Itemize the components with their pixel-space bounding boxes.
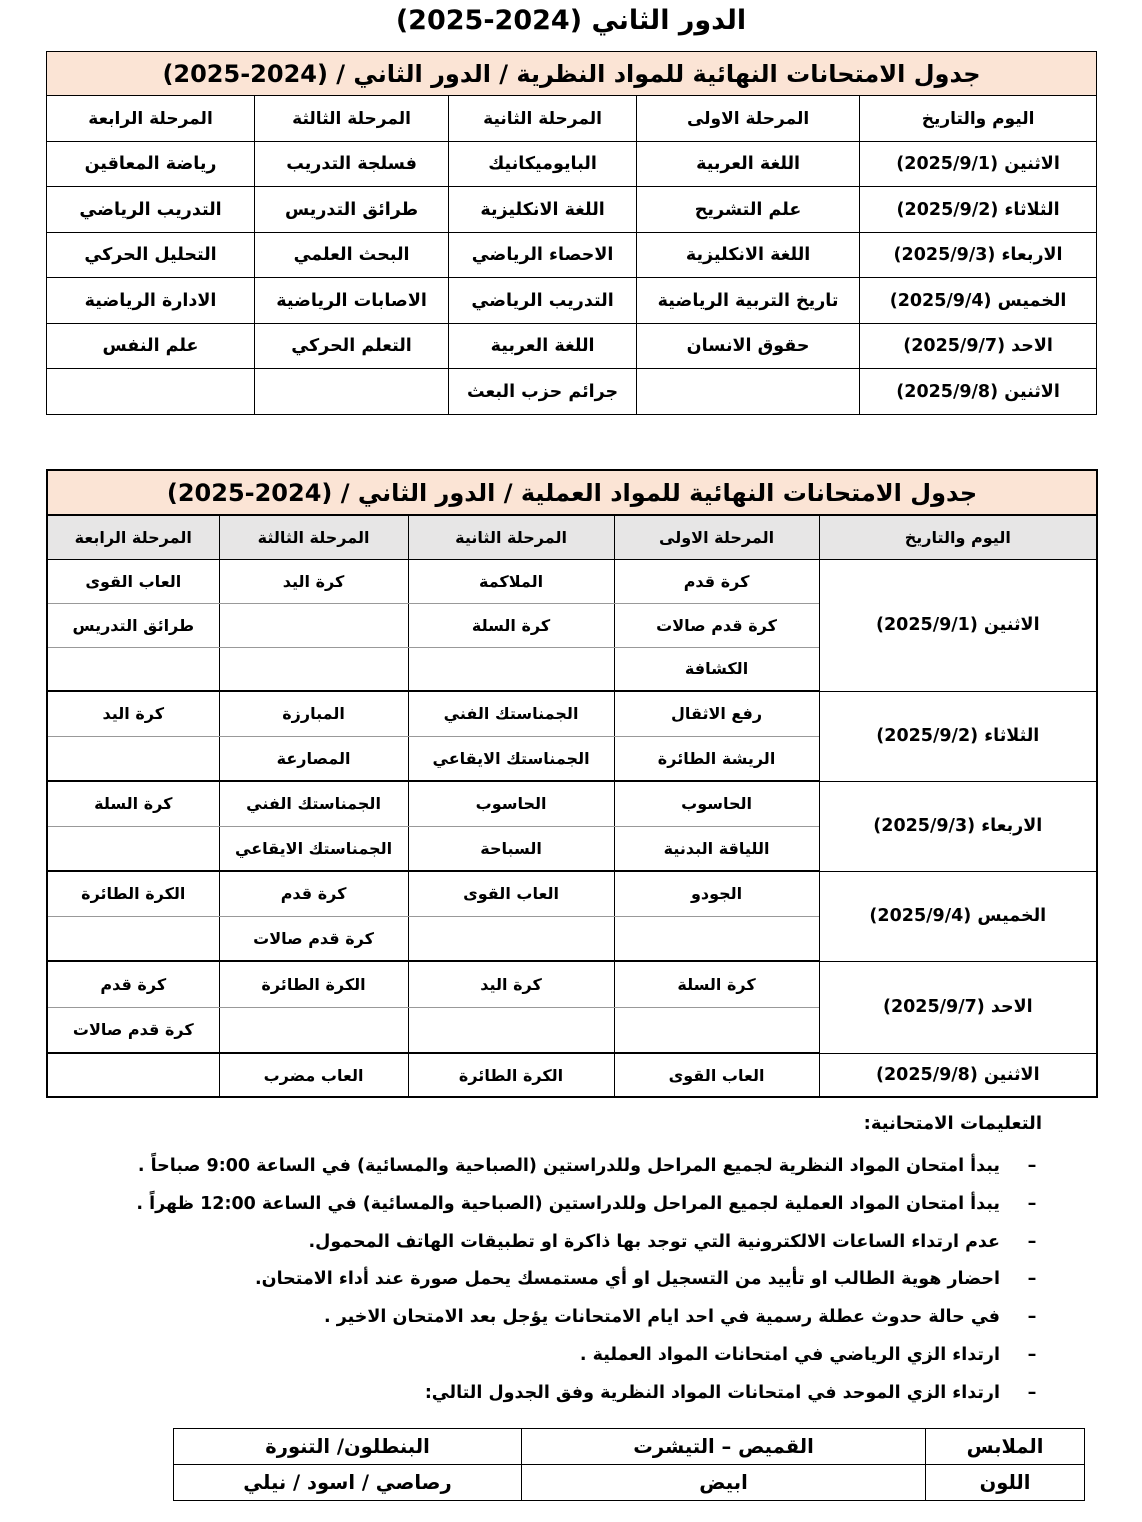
day-date: الاثنين (2025/9/8) [860,369,1097,415]
dress-cell: البنطلون/ التنورة [174,1429,522,1465]
day-date: الاثنين (2025/9/8) [819,1053,1097,1097]
instruction-text: يبدأ امتحان المواد العملية لجميع المراحل وللدراستين (الصباحية والمسائية) في الساعة 12:00 ظهراً . [136,1193,1000,1214]
list-item [42,1299,1042,1337]
subject-cell: اللغة الانكليزية [637,233,860,278]
subject-cell [47,916,219,961]
subject-cell: كرة قدم [47,961,219,1007]
subject-cell: الحاسوب [614,781,819,826]
day-date: الخميس (2025/9/4) [860,278,1097,324]
day-date: الثلاثاء (2025/9/2) [860,187,1097,233]
subject-cell [637,369,860,415]
subject-cell: رفع الاثقال [614,691,819,736]
subject-cell: الجمناستك الفني [408,691,614,736]
subject-cell: كرة اليد [47,691,219,736]
subject-cell: الجمناستك الفني [219,781,408,826]
col-header-day: اليوم والتاريخ [819,515,1097,559]
day-date: الاحد (2025/9/7) [860,324,1097,369]
subject-cell: الكرة الطائرة [219,961,408,1007]
subject-cell: طرائق التدريس [255,187,449,233]
day-date: الاربعاء (2025/9/3) [860,233,1097,278]
subject-cell: طرائق التدريس [47,603,219,647]
instruction-text: ارتداء الزي الرياضي في امتحانات المواد العملية . [579,1344,1000,1365]
subject-cell: التعلم الحركي [255,324,449,369]
col-header-stage-3: المرحلة الثالثة [255,96,449,142]
col-header-stage-2: المرحلة الثانية [449,96,637,142]
day-date: الاربعاء (2025/9/3) [819,781,1097,871]
subject-cell: البحث العلمي [255,233,449,278]
col-header-day: اليوم والتاريخ [860,96,1097,142]
subject-cell: المصارعة [219,736,408,781]
subject-cell: التدريب الرياضي [47,187,255,233]
subject-cell: الحاسوب [408,781,614,826]
subject-cell: الادارة الرياضية [47,278,255,324]
list-item [42,1337,1042,1375]
subject-cell: الاحصاء الرياضي [449,233,637,278]
subject-cell: علم التشريح [637,187,860,233]
subject-cell: التدريب الرياضي [449,278,637,324]
col-header-stage-2: المرحلة الثانية [408,515,614,559]
list-item [42,1375,1042,1413]
subject-cell: التحليل الحركي [47,233,255,278]
day-date: الاثنين (2025/9/1) [819,559,1097,691]
day-date: الاحد (2025/9/7) [819,961,1097,1053]
subject-cell: المبارزة [219,691,408,736]
subject-cell: كرة قدم صالات [614,603,819,647]
table-row [47,142,1097,187]
subject-cell [47,736,219,781]
col-header-stage-3: المرحلة الثالثة [219,515,408,559]
list-item [42,1148,1042,1186]
bullet-dash: – [1027,1193,1037,1214]
subject-cell: اللغة العربية [449,324,637,369]
subject-cell [47,826,219,871]
subject-cell: كرة قدم صالات [219,916,408,961]
col-header-stage-1: المرحلة الاولى [614,515,819,559]
subject-cell: فسلجة التدريب [255,142,449,187]
subject-cell: كرة السلة [614,961,819,1007]
table-row [47,233,1097,278]
bullet-dash: – [1027,1382,1037,1403]
subject-cell: جرائم حزب البعث [449,369,637,415]
subject-cell: تاريخ التربية الرياضية [637,278,860,324]
subject-cell: البايوميكانيك [449,142,637,187]
day-date: الاثنين (2025/9/1) [860,142,1097,187]
subject-cell [47,369,255,415]
instruction-text: في حالة حدوث عطلة رسمية في احد ايام الامتحانات يؤجل بعد الامتحان الاخير . [324,1307,1000,1328]
subject-cell: كرة اليد [219,559,408,603]
table-row [47,278,1097,324]
table-row [47,187,1097,233]
subject-cell: اللغة الانكليزية [449,187,637,233]
dress-cell: رصاصي / اسود / نيلي [174,1465,522,1501]
subject-cell [219,647,408,691]
subject-cell: كرة السلة [47,781,219,826]
table-row [47,871,1097,916]
subject-cell: حقوق الانسان [637,324,860,369]
instruction-text: احضار هوية الطالب او تأييد من التسجيل او أي مستمسك يحمل صورة عند أداء الامتحان. [255,1269,1000,1290]
subject-cell [614,916,819,961]
list-item [42,1186,1042,1224]
instruction-text: يبدأ امتحان المواد النظرية لجميع المراحل وللدراستين (الصباحية والمسائية) في الساعة 9:00 صباحاً . [137,1156,1000,1176]
subject-cell: اللغة العربية [637,142,860,187]
subject-cell: العاب مضرب [219,1053,408,1097]
subject-cell: الكشافة [614,647,819,691]
dress-code-table [173,1428,1085,1501]
subject-cell: كرة قدم صالات [47,1007,219,1053]
instructions-title: التعليمات الامتحانية: [863,1113,1042,1134]
bullet-dash: – [1027,1231,1037,1252]
subject-cell: الجودو [614,871,819,916]
page-title: الدور الثاني (2024-2025) [395,5,747,36]
subject-cell [255,369,449,415]
bullet-dash: – [1027,1156,1037,1176]
bullet-dash: – [1027,1307,1037,1328]
table-row [47,691,1097,736]
subject-cell [47,647,219,691]
bullet-dash: – [1027,1344,1037,1365]
subject-cell: الكرة الطائرة [408,1053,614,1097]
instructions-list [42,1148,1042,1413]
dress-cell: ابيض [522,1465,926,1501]
subject-cell: الجمناستك الايقاعي [408,736,614,781]
day-date: الثلاثاء (2025/9/2) [819,691,1097,781]
subject-cell: الكرة الطائرة [47,871,219,916]
list-item [42,1261,1042,1299]
dress-label-cell: اللون [926,1465,1085,1501]
table-row [174,1429,1085,1465]
theory-exam-table [46,51,1097,415]
subject-cell: الجمناستك الايقاعي [219,826,408,871]
subject-cell: العاب القوى [408,871,614,916]
table-row [47,559,1097,603]
subject-cell: علم النفس [47,324,255,369]
subject-cell [408,1007,614,1053]
practical-table-caption: جدول الامتحانات النهائية للمواد العملية / الدور الثاني / (2024-2025) [47,470,1097,515]
subject-cell: العاب القوى [47,559,219,603]
table-row [47,961,1097,1007]
instruction-text: ارتداء الزي الموحد في امتحانات المواد النظرية وفق الجدول التالي: [424,1382,1000,1403]
subject-cell: كرة السلة [408,603,614,647]
subject-cell: كرة قدم [219,871,408,916]
col-header-stage-4: المرحلة الرابعة [47,515,219,559]
table-row [47,781,1097,826]
subject-cell [219,1007,408,1053]
table-row [47,369,1097,415]
subject-cell: اللياقة البدنية [614,826,819,871]
list-item [42,1224,1042,1262]
day-date: الخميس (2025/9/4) [819,871,1097,961]
subject-cell: العاب القوى [614,1053,819,1097]
col-header-stage-4: المرحلة الرابعة [47,96,255,142]
table-row [47,1053,1097,1097]
theory-table-caption: جدول الامتحانات النهائية للمواد النظرية / الدور الثاني / (2024-2025) [47,52,1097,96]
subject-cell [408,916,614,961]
practical-exam-table [46,469,1098,1098]
subject-cell [47,1053,219,1097]
subject-cell [408,647,614,691]
subject-cell [219,603,408,647]
subject-cell: كرة اليد [408,961,614,1007]
subject-cell [614,1007,819,1053]
subject-cell: رياضة المعاقين [47,142,255,187]
instruction-text: عدم ارتداء الساعات الالكترونية التي توجد بها ذاكرة او تطبيقات الهاتف المحمول. [308,1231,1000,1252]
subject-cell: كرة قدم [614,559,819,603]
subject-cell: السباحة [408,826,614,871]
subject-cell: الاصابات الرياضية [255,278,449,324]
subject-cell: الريشة الطائرة [614,736,819,781]
bullet-dash: – [1027,1269,1037,1290]
table-row [47,324,1097,369]
subject-cell: الملاكمة [408,559,614,603]
table-row [174,1465,1085,1501]
col-header-stage-1: المرحلة الاولى [637,96,860,142]
dress-label-cell: الملابس [926,1429,1085,1465]
dress-cell: القميص – التيشرت [522,1429,926,1465]
